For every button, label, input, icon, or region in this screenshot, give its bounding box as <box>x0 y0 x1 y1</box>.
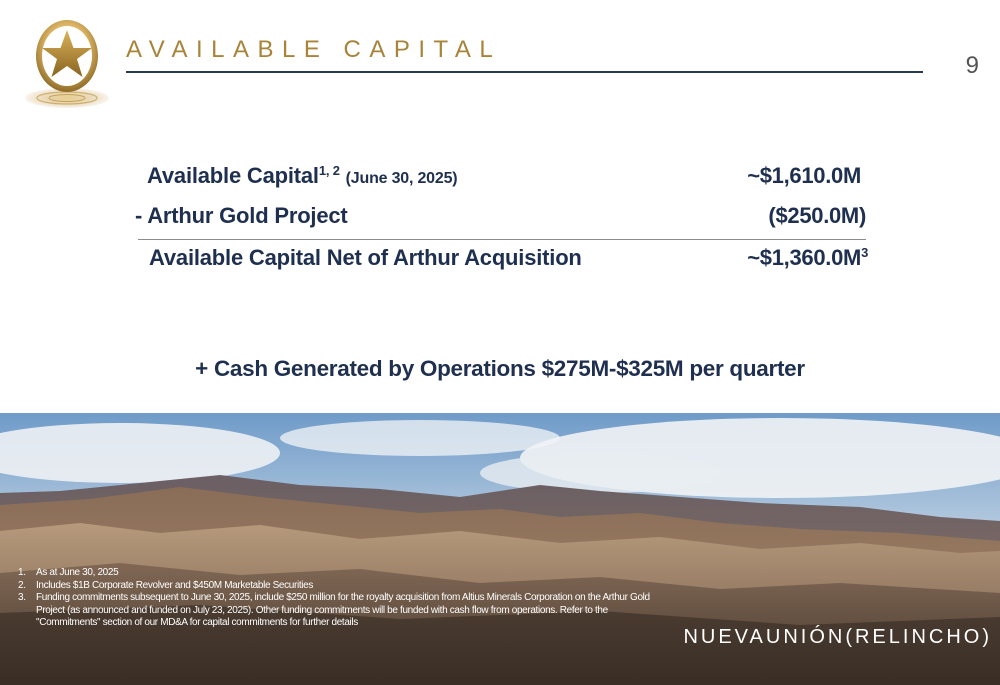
title-underline <box>126 71 923 73</box>
capital-row-label: - Arthur Gold Project <box>135 203 348 228</box>
photo-caption: NUEVAUNIÓN(RELINCHO) <box>683 626 992 648</box>
capital-row-available <box>0 163 1000 195</box>
capital-row-label: Available Capital Net of Arthur Acquisition <box>149 245 582 270</box>
gold-star-emblem-icon <box>22 14 112 114</box>
page-title: AVAILABLE CAPITAL <box>126 36 502 63</box>
page-number: 9 <box>965 52 979 79</box>
table-divider <box>138 239 866 240</box>
capital-row-label: Available Capital$^{1, 2}$ (June 30, 2025) <box>147 163 458 188</box>
capital-row-value: $\sim\$1,360.0M^3$ <box>747 245 868 270</box>
capital-row-value: ~$1,610.0M <box>747 163 861 188</box>
footnote-item: 1. As at June 30, 2025 <box>18 567 119 578</box>
capital-row-value: ($250.0M) <box>768 203 866 228</box>
footnote-item: 2. Includes $1B Corporate Revolver and $450M Marketable Securities <box>18 579 313 591</box>
footnotes-list <box>18 567 658 630</box>
footnote-item: 3. Funding commitments subsequent to June 30, 2025, include $250 million for the royalty acquisition from Altius Minerals Corporation on the Arthur Gold Project (as announced and funded on July 23, 2025). Other funding commitments will be funded with cash flow from operations. Refer to the "Commitments" section of our MD&A for capital commitments for further details <box>18 592 650 629</box>
capital-row-arthur <box>0 203 1000 235</box>
cash-generated-text: + Cash Generated by Operations $275M-$325M per quarter <box>195 356 805 381</box>
capital-row-net <box>0 245 1000 277</box>
